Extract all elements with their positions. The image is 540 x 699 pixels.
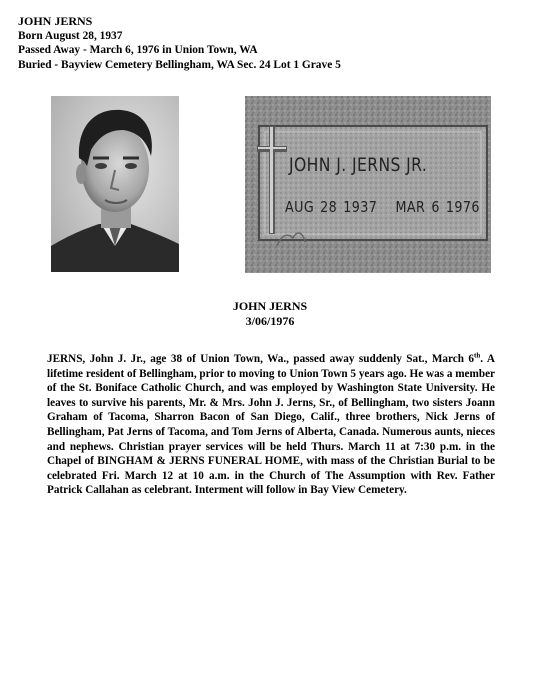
- portrait-photo: [51, 96, 179, 272]
- header-block: [18, 14, 341, 72]
- obituary-text-part2: . A lifetime resident of Bellingham, prior to moving to Union Town 5 years ago. He was a member of the St. Boniface Catholic Church, and was employed by Washington State University. He leaves to survive his parents, Mr. & Mrs. John J. Jerns, Sr., of Bellingham, two sisters Joann Graham of Tacoma, Sharron Bacon of San Diego, Calif., three brothers, Nick Jerns of Bellingham, Pat Jerns of Tacoma, and Tom Jerns of Alberta, Canada. Numerous aunts, nieces and nephews. Christian prayer services will be held Thurs. March 11 at 7:30 p.m. in the Chapel of BINGHAM & JERNS FUNERAL HOME, with mass of the Christian Burial to be celebrated Fri. March 12 at 10 a.m. in the Church of The Assumption with Rev. Father Patrick Callahan as celebrant. Interment will follow in Bay View Cemetery.: [47, 353, 495, 497]
- death-line: Passed Away - March 6, 1976 in Union Town, WA: [18, 44, 258, 57]
- burial-line: Buried - Bayview Cemetery Bellingham, WA Sec. 24 Lot 1 Grave 5: [18, 58, 341, 71]
- portrait-image: [51, 96, 179, 272]
- birth-line: Born August 28, 1937: [18, 29, 123, 42]
- headstone-death-date: MAR 6 1976: [395, 198, 480, 216]
- obituary-text-part1: JERNS, John J. Jr., age 38 of Union Town, Wa., passed away suddenly Sat., March 6: [47, 353, 475, 365]
- obituary-title: JOHN JERNS: [232, 299, 308, 313]
- headstone-image: [245, 96, 491, 273]
- obituary-heading: [0, 299, 540, 328]
- deceased-name: JOHN JERNS: [18, 14, 93, 28]
- headstone-birth-date: AUG 28 1937: [285, 198, 378, 216]
- headstone-dates: [285, 198, 480, 216]
- headstone-photo: [245, 96, 491, 273]
- headstone-name: JOHN J. JERNS JR.: [289, 154, 428, 176]
- obituary-text: [47, 352, 495, 498]
- ordinal-suffix: th: [474, 351, 481, 360]
- obituary-date: 3/06/1976: [245, 313, 295, 328]
